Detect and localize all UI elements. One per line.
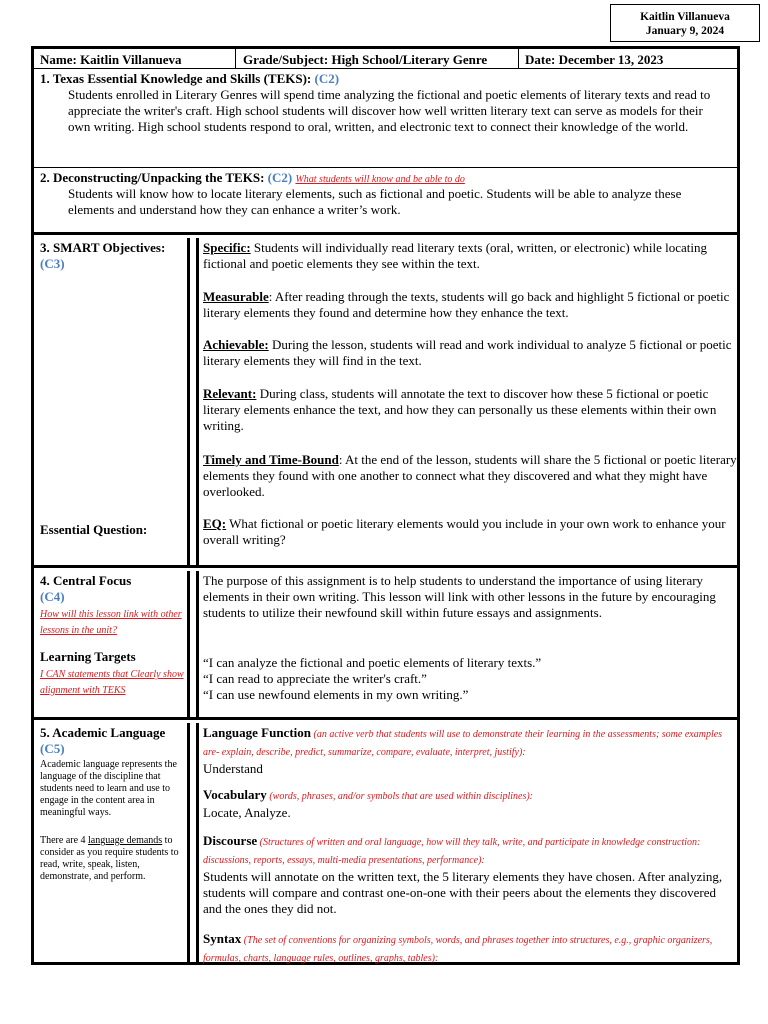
central-focus-text: The purpose of this assignment is to help students to understand the importance of using literary elements in their own writing. This lesson will link with other lessons in the future by encouraging students to utilize their newfound skill within future essays and assignments. [203,573,716,620]
vocabulary: Vocabulary (words, phrases, and/or symbols that are used within disciplines): Locate, Analyze. [203,787,534,820]
objective-measurable: Measurable: After reading through the texts, students will go back and highlight 5 fictional or poetic literary elements they found and determine how they enhance the text. [203,289,730,320]
divider [235,49,236,68]
author-name: Kaitlin Villanueva [640,11,730,23]
section-1-code: (C2) [314,71,340,86]
section-4-title: 4. Central Focus [40,573,132,588]
section-4-hint: How will this lesson link with other lessons in the unit? [40,609,182,636]
learning-targets-list [203,655,737,703]
learning-targets-title: Learning Targets [40,649,136,664]
section-2-title: 2. Deconstructing/Unpacking the TEKS: [40,170,268,185]
divider [34,167,737,168]
objective-timely: Timely and Time-Bound: At the end of the lesson, students will share the 5 fictional or poetic literary elements they found with one another to connect what they discovered and what they might have overlooked. [203,452,737,499]
header-grade: Grade/Subject: High School/Literary Genre [243,52,488,67]
language-function: Language Function (an active verb that students will use to demonstrate their learning in the assessments; some examples are- explain, describe, predict, summarize, compare, evaluate, interpret, justify): Understand [203,725,723,776]
learning-target: “I can read to appreciate the writer's craft.” [203,671,427,686]
section-3-code: (C3) [40,256,65,271]
section-5-title: 5. Academic Language [40,725,166,740]
header-name: Name: Kaitlin Villanueva [40,52,182,67]
section-smart [34,238,737,565]
divider [34,565,737,568]
section-academic-language [34,723,737,962]
lesson-plan-table [31,46,740,965]
divider [34,717,737,720]
author-name-box [610,4,760,42]
language-demands-note: There are 4 language demands to consider as you require students to read, write, speak, listen, demonstrate, and perform. [40,835,179,882]
section-2-code: (C2) [267,170,293,185]
section-unpacking [34,170,737,232]
objective-relevant: Relevant: During class, students will annotate the text to discover how these 5 fictional or poetic literary elements enhance the text, and how they can personally us these elements within their own writing. [203,386,717,433]
learning-target: “I can analyze the fictional and poetic elements of literary texts.” [203,655,542,670]
header-date: Date: December 13, 2023 [525,52,664,67]
objective-specific: Specific: Students will individually read literary texts (oral, written, or electronic) while locating fictional and poetic elements they see within the text. [203,240,707,271]
divider [34,232,737,235]
divider [518,49,519,68]
academic-language-description: Academic language represents the language of the discipline that students need to learn and use to engage in the content area in meaningful ways. [40,759,177,818]
section-3-title: 3. SMART Objectives: [40,240,166,255]
section-central-focus [34,571,737,717]
section-1-body: Students enrolled in Literary Genres will spend time analyzing the fictional and poetic elements of literary texts and read to appreciate the writer's craft. High school students will discover how well written literary text can serve as models for their own writing. High school students respond to oral, written, and electronic text to connect their knowledge of the world. [68,87,711,134]
learning-targets-hint: I CAN statements that Clearly show alignment with TEKS [40,669,184,696]
section-2-hint: What students will know and be able to do [295,174,465,185]
section-2-body: Students will know how to locate literary elements, such as fictional and poetic. Students will be able to analyze these elements and understand how they can enhance a writer’s work. [68,186,682,217]
section-teks [34,71,737,167]
learning-target: “I can use newfound elements in my own writing.” [203,687,469,702]
essential-question: EQ: What fictional or poetic literary elements would you include in your own work to enhance your overall writing? [203,516,726,547]
syntax: Syntax (The set of conventions for organizing symbols, words, and phrases together into structures, e.g., graphic organizers, formulas, charts, language rules, outlines, graphs, tables): [203,931,713,964]
author-date: January 9, 2024 [645,25,725,37]
section-1-title: 1. Texas Essential Knowledge and Skills (TEKS): [40,71,315,86]
header-row [34,49,737,69]
essential-question-label: Essential Question: [40,522,148,537]
section-5-code: (C5) [40,741,65,756]
objective-achievable: Achievable: During the lesson, students will read and work individual to analyze 5 fictional or poetic literary elements they will find in the text. [203,337,732,368]
discourse: Discourse (Structures of written and oral language, how will they talk, write, and participate in knowledge construction: discussions, reports, essays, multi-media presentations, performance): Students will annotate on the written text, the 5 literary elements they have chosen. After analyzing, students will compare and contrast one-on-one with their peers about the elements they discovered and the ones they did not. [203,833,723,916]
section-4-code: (C4) [40,589,65,604]
